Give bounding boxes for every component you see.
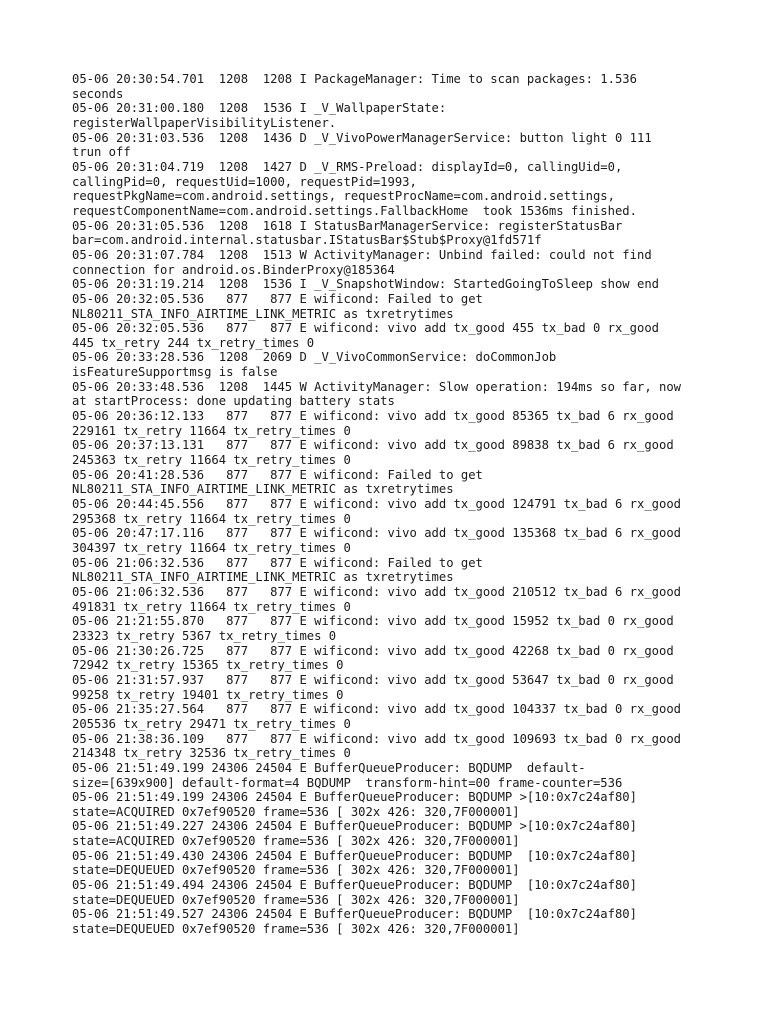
log-line: 05-06 20:31:05.536 1208 1618 I StatusBarManagerService: registerStatusBar (72, 218, 623, 233)
log-line: 05-06 21:06:32.536 877 877 E wificond: Failed to get (72, 555, 483, 570)
log-line: 295368 tx_retry 11664 tx_retry_times 0 (72, 511, 351, 526)
log-line: NL80211_STA_INFO_AIRTIME_LINK_METRIC as txretrytimes (72, 306, 454, 321)
log-line: state=ACQUIRED 0x7ef90520 frame=536 [ 302x 426: 320,7F000001] (72, 804, 520, 819)
log-line: 05-06 21:51:49.494 24306 24504 E BufferQueueProducer: BQDUMP [10:0x7c24af80] (72, 878, 637, 893)
log-line: 05-06 20:31:19.214 1208 1536 I _V_SnapshotWindow: StartedGoingToSleep show end (72, 277, 659, 292)
log-line: 05-06 21:51:49.430 24306 24504 E BufferQueueProducer: BQDUMP [10:0x7c24af80] (72, 848, 637, 863)
log-line: 05-06 20:32:05.536 877 877 E wificond: vivo add tx_good 455 tx_bad 0 rx_good (72, 321, 659, 336)
log-line: 23323 tx_retry 5367 tx_retry_times 0 (72, 628, 337, 643)
log-line: trun off (72, 145, 131, 160)
log-line: 05-06 20:31:07.784 1208 1513 W ActivityManager: Unbind failed: could not find (72, 247, 652, 262)
log-line: 214348 tx_retry 32536 tx_retry_times 0 (72, 746, 351, 761)
log-line: 205536 tx_retry 29471 tx_retry_times 0 (72, 716, 351, 731)
log-line: bar=com.android.internal.statusbar.IStatusBar$Stub$Proxy@1fd571f (72, 233, 542, 248)
log-line: 05-06 20:33:28.536 1208 2069 D _V_VivoCommonService: doCommonJob (72, 350, 557, 365)
log-line: 05-06 20:41:28.536 877 877 E wificond: Failed to get (72, 467, 483, 482)
log-line: 05-06 21:51:49.199 24306 24504 E BufferQueueProducer: BQDUMP default- (72, 760, 586, 775)
log-line: 72942 tx_retry 15365 tx_retry_times 0 (72, 658, 344, 673)
log-line: size=[639x900] default-format=4 BQDUMP transform-hint=00 frame-counter=536 (72, 775, 623, 790)
log-line: state=ACQUIRED 0x7ef90520 frame=536 [ 302x 426: 320,7F000001] (72, 834, 520, 849)
log-line: 05-06 20:47:17.116 877 877 E wificond: vivo add tx_good 135368 tx_bad 6 rx_good (72, 526, 682, 541)
log-line: 05-06 21:51:49.199 24306 24504 E BufferQueueProducer: BQDUMP >[10:0x7c24af80] (72, 790, 637, 805)
log-line: state=DEQUEUED 0x7ef90520 frame=536 [ 302x 426: 320,7F000001] (72, 922, 520, 937)
log-line: 05-06 21:51:49.527 24306 24504 E BufferQueueProducer: BQDUMP [10:0x7c24af80] (72, 907, 637, 922)
log-line: isFeatureSupportmsg is false (72, 365, 278, 380)
log-line: 05-06 20:31:03.536 1208 1436 D _V_VivoPowerManagerService: button light 0 111 (72, 130, 652, 145)
log-line: 05-06 20:30:54.701 1208 1208 I PackageManager: Time to scan packages: 1.536 (72, 72, 637, 86)
log-line: 445 tx_retry 244 tx_retry_times 0 (72, 335, 315, 350)
log-line: 245363 tx_retry 11664 tx_retry_times 0 (72, 453, 351, 468)
log-line: state=DEQUEUED 0x7ef90520 frame=536 [ 302x 426: 320,7F000001] (72, 863, 520, 878)
log-line: 304397 tx_retry 11664 tx_retry_times 0 (72, 541, 351, 555)
log-line: 05-06 20:31:00.180 1208 1536 I _V_WallpaperState: (72, 101, 447, 116)
log-line: NL80211_STA_INFO_AIRTIME_LINK_METRIC as txretrytimes (72, 570, 454, 585)
log-line: 05-06 20:31:04.719 1208 1427 D _V_RMS-Preload: displayId=0, callingUid=0, (72, 159, 623, 174)
log-line: connection for android.os.BinderProxy@185364 (72, 262, 395, 277)
log-line: 491831 tx_retry 11664 tx_retry_times 0 (72, 599, 351, 614)
log-line: 05-06 20:44:45.556 877 877 E wificond: vivo add tx_good 124791 tx_bad 6 rx_good (72, 497, 682, 512)
log-line: 05-06 21:31:57.937 877 877 E wificond: vivo add tx_good 53647 tx_bad 0 rx_good (72, 672, 674, 687)
log-line: 05-06 20:33:48.536 1208 1445 W ActivityManager: Slow operation: 194ms so far, now (72, 379, 682, 394)
log-line: at startProcess: done updating battery stats (72, 394, 395, 409)
log-line: 05-06 20:37:13.131 877 877 E wificond: vivo add tx_good 89838 tx_bad 6 rx_good (72, 438, 674, 453)
log-line: NL80211_STA_INFO_AIRTIME_LINK_METRIC as txretrytimes (72, 482, 454, 497)
log-line: 99258 tx_retry 19401 tx_retry_times 0 (72, 687, 344, 702)
log-line: requestComponentName=com.android.settings.FallbackHome took 1536ms finished. (72, 203, 637, 218)
log-line: seconds (72, 86, 124, 101)
log-line: 229161 tx_retry 11664 tx_retry_times 0 (72, 423, 351, 438)
log-line: 05-06 20:32:05.536 877 877 E wificond: Failed to get (72, 291, 483, 306)
log-line: 05-06 21:30:26.725 877 877 E wificond: vivo add tx_good 42268 tx_bad 0 rx_good (72, 643, 674, 658)
log-line: 05-06 20:36:12.133 877 877 E wificond: vivo add tx_good 85365 tx_bad 6 rx_good (72, 409, 674, 424)
log-line: state=DEQUEUED 0x7ef90520 frame=536 [ 302x 426: 320,7F000001] (72, 892, 520, 907)
log-line: 05-06 21:38:36.109 877 877 E wificond: vivo add tx_good 109693 tx_bad 0 rx_good (72, 731, 682, 746)
log-line: requestPkgName=com.android.settings, requestProcName=com.android.settings, (72, 189, 615, 204)
log-line: 05-06 21:21:55.870 877 877 E wificond: vivo add tx_good 15952 tx_bad 0 rx_good (72, 614, 674, 629)
log-line: callingPid=0, requestUid=1000, requestPid=1993, (72, 174, 417, 189)
log-line: 05-06 21:51:49.227 24306 24504 E BufferQueueProducer: BQDUMP >[10:0x7c24af80] (72, 819, 637, 834)
log-line: registerWallpaperVisibilityListener. (72, 115, 337, 130)
log-line: 05-06 21:06:32.536 877 877 E wificond: vivo add tx_good 210512 tx_bad 6 rx_good (72, 584, 682, 599)
log-line: 05-06 21:35:27.564 877 877 E wificond: vivo add tx_good 104337 tx_bad 0 rx_good (72, 702, 682, 717)
log-text-block (72, 72, 712, 937)
